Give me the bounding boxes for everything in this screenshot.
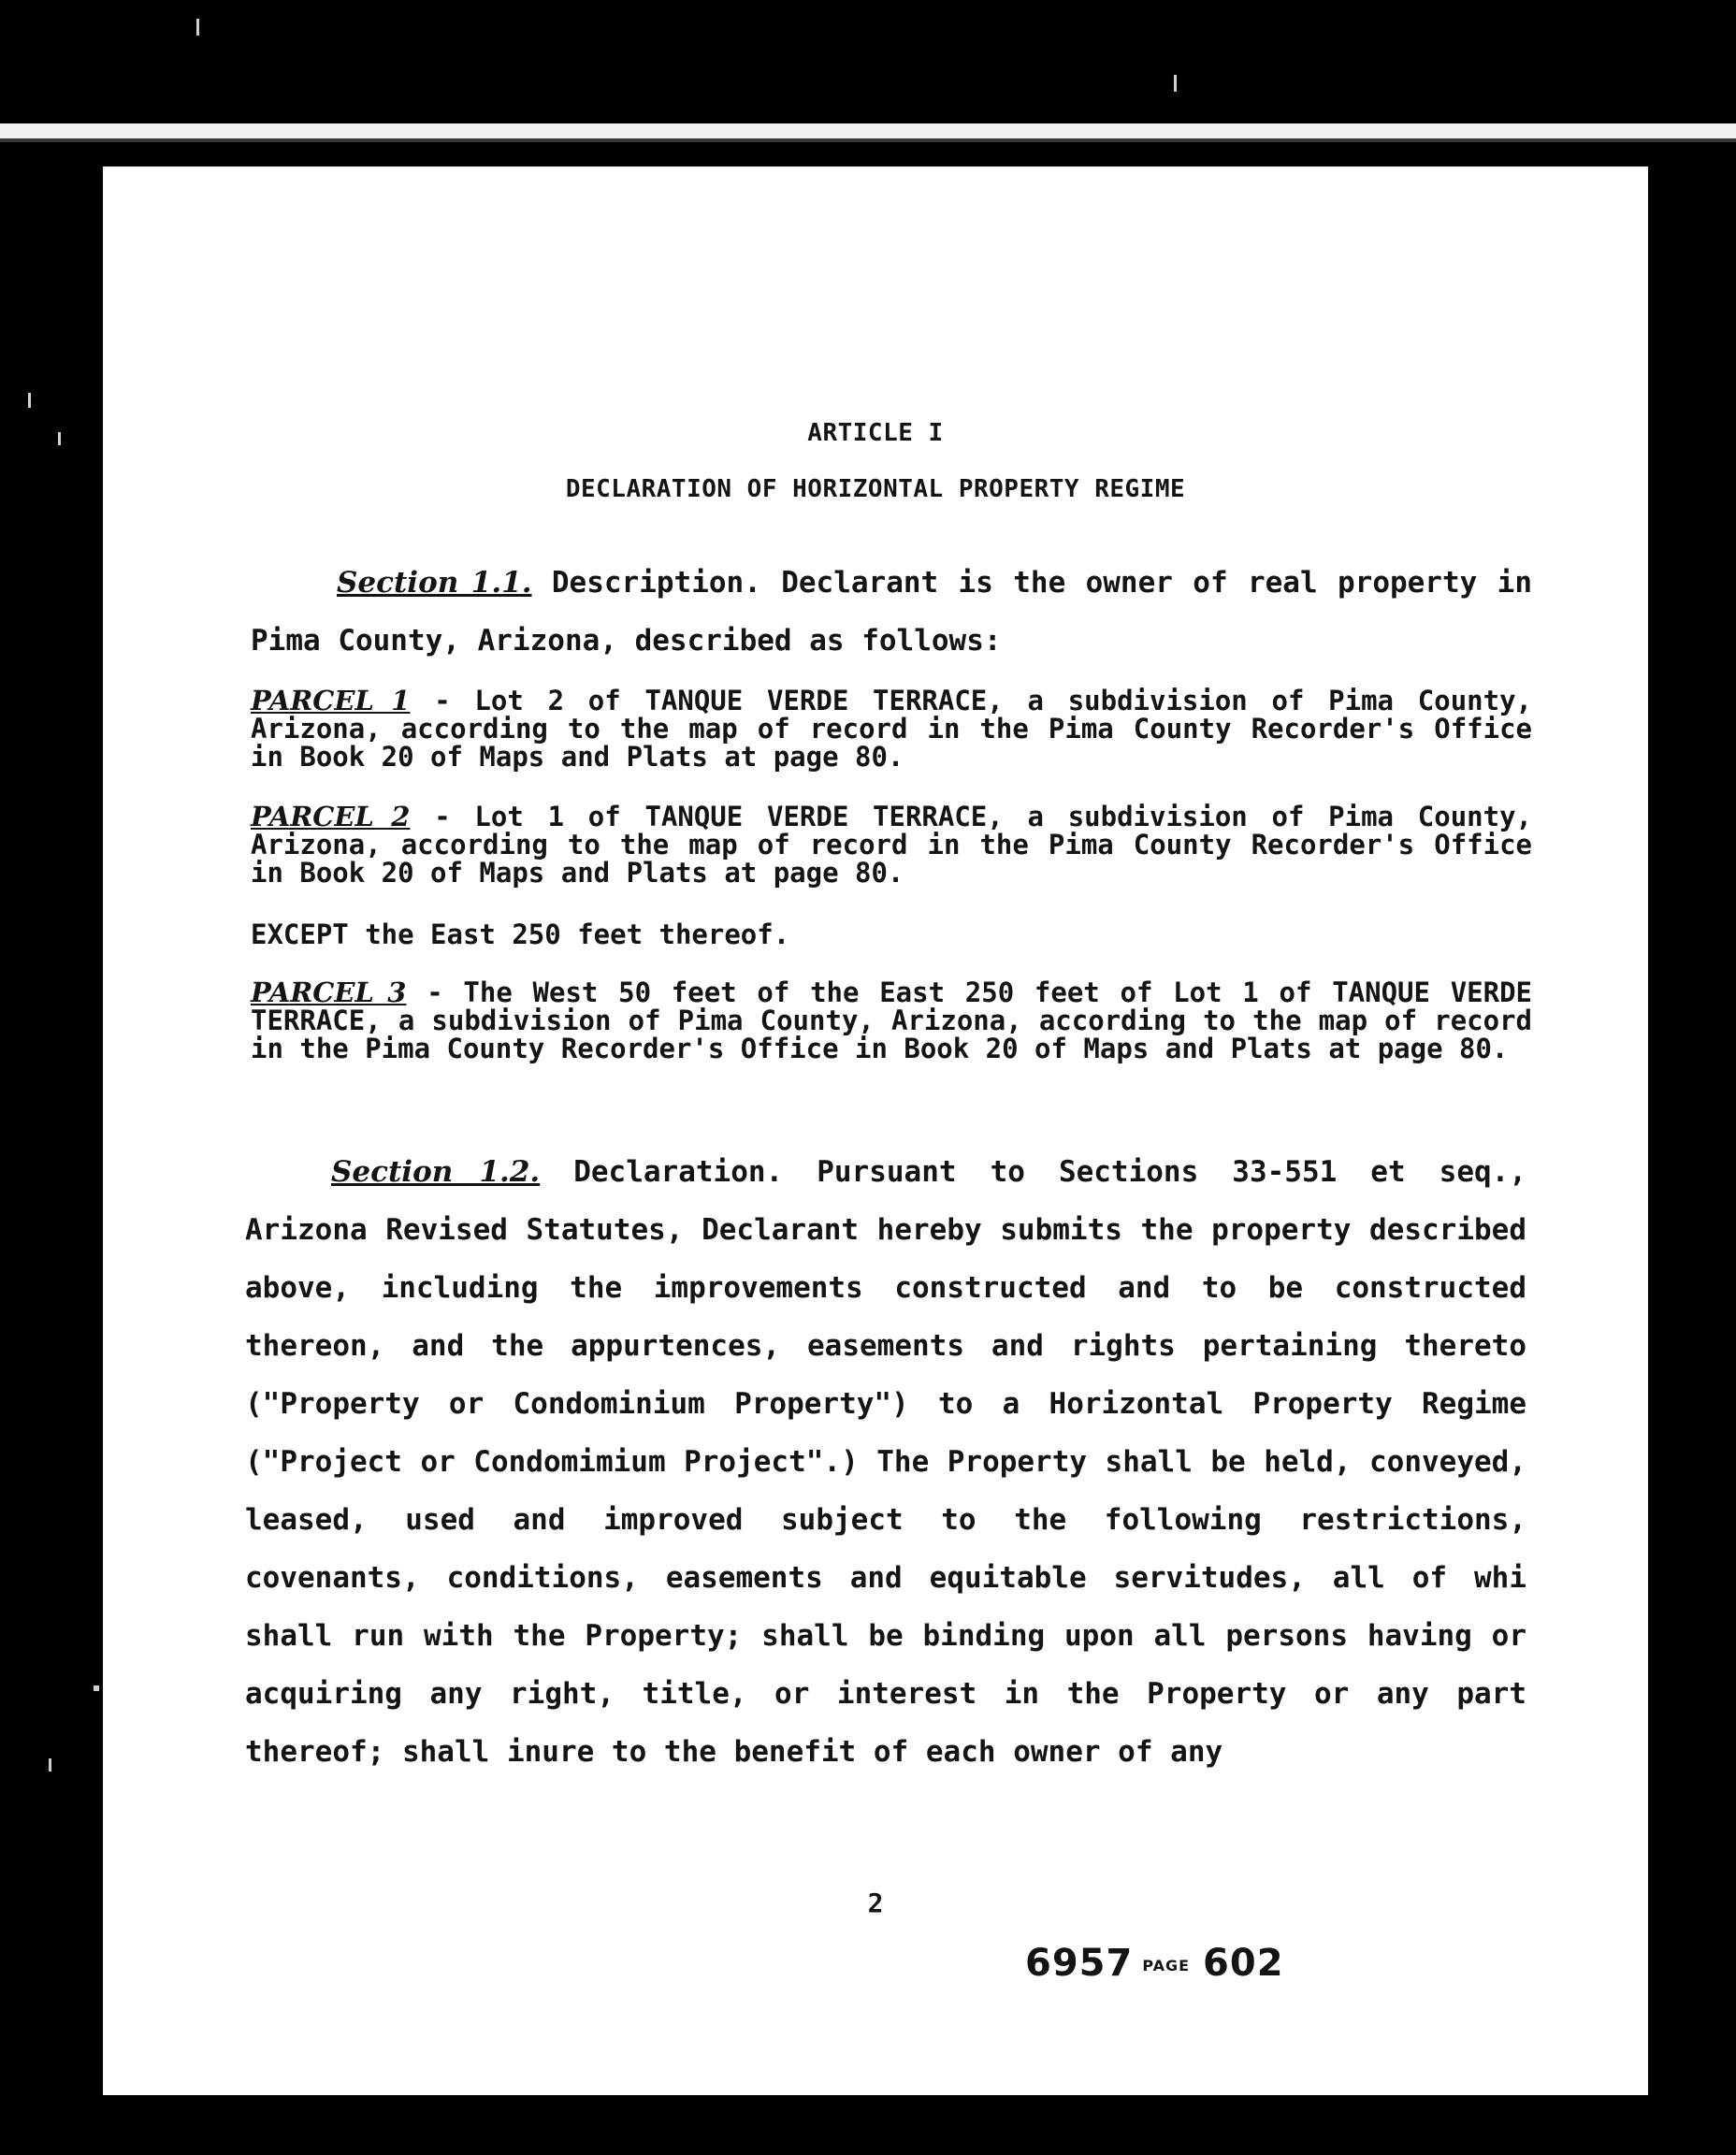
scan-speck	[28, 393, 31, 408]
except-clause: EXCEPT the East 250 feet thereof.	[251, 918, 790, 950]
parcel-2-text: - Lot 1 of TANQUE VERDE TERRACE, a subdivision of Pima County, Arizona, according to the map of record in the Pima County Recorder's Office in Book 20 of Maps and Plats at page 80.	[251, 801, 1532, 889]
parcel-1-label: PARCEL 1	[251, 685, 411, 716]
article-title: ARTICLE I	[807, 419, 944, 447]
scan-top-border	[0, 123, 1736, 138]
scan-top-border-shadow	[0, 138, 1736, 142]
parcel-3-label: PARCEL 3	[251, 976, 407, 1008]
scan-speck	[49, 1758, 51, 1772]
parcel-1-text: - Lot 2 of TANQUE VERDE TERRACE, a subdivision of Pima County, Arizona, according to the map of record in the Pima County Recorder's Office in Book 20 of Maps and Plats at page 80.	[251, 685, 1532, 773]
book-page-number: 602	[1203, 1942, 1284, 1985]
section-1-1-label: Section 1.1.	[337, 566, 532, 600]
scan-speck	[58, 432, 61, 445]
scan-speck	[196, 19, 199, 36]
section-1-1-paragraph	[251, 554, 1532, 670]
parcel-2-label: PARCEL 2	[251, 801, 411, 832]
section-1-2-paragraph	[245, 1143, 1526, 1781]
scan-speck	[1174, 75, 1177, 92]
article-subtitle: DECLARATION OF HORIZONTAL PROPERTY REGIME	[565, 475, 1186, 503]
section-1-2-text: Declaration. Pursuant to Sections 33-551 et seq., Arizona Revised Statutes, Declarant hereby submits the property described above, including the improvements constructed and to be constructed thereon, and the appurtences, easements and rights pertaining thereto ("Property or Condominium Property") to a Horizontal Property Regime ("Project or Condomimium Project".) The Property shall be held, conveyed, leased, used and improved subject to the following restrictions, covenants, conditions, easements and equitable servitudes, all of whi shall run with the Property; shall be binding upon all persons having or acquiring any right, title, or interest in the Property or any part thereof; shall inure to the benefit of each owner of any	[245, 1155, 1526, 1769]
page-number: 2	[867, 1887, 884, 1918]
parcel-1	[251, 687, 1532, 771]
parcel-2	[251, 803, 1532, 887]
book-number: 6957	[1025, 1942, 1134, 1985]
book-page-reference	[1025, 1942, 1284, 1985]
scan-speck	[94, 1685, 99, 1691]
parcel-3-text: - The West 50 feet of the East 250 feet of Lot 1 of TANQUE VERDE TERRACE, a subdivision of Pima County, Arizona, according to the map of record in the Pima County Recorder's Office in Book 20 of Maps and Plats at page 80.	[251, 976, 1532, 1064]
page-word: PAGE	[1142, 1956, 1191, 1974]
section-1-1-text: Description. Declarant is the owner of real property in Pima County, Arizona, described as follows:	[251, 566, 1532, 658]
section-1-2-label: Section 1.2.	[331, 1155, 541, 1189]
document-page	[103, 166, 1648, 2095]
parcel-3	[251, 978, 1532, 1063]
